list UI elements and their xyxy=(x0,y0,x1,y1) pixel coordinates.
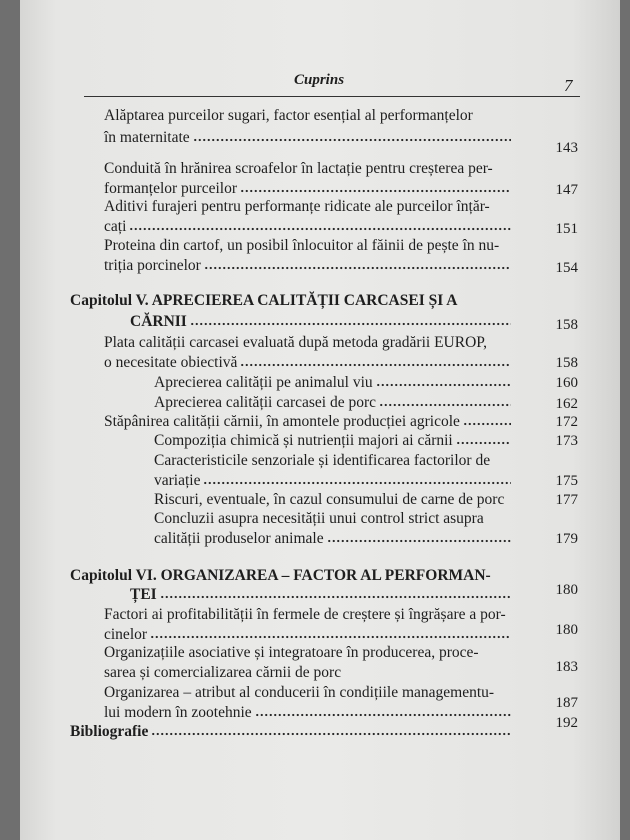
toc-entry-line-leader xyxy=(154,431,514,451)
toc-chapter-heading: ȚEI xyxy=(130,586,157,603)
toc-entry-page: 179 xyxy=(555,531,578,547)
toc-entry-page: 183 xyxy=(555,659,578,675)
toc-entry-line: sarea și comercializarea cărnii de porc xyxy=(104,664,342,681)
dot-leader xyxy=(190,321,511,327)
dot-leader xyxy=(204,265,511,271)
dot-leader xyxy=(129,226,511,232)
toc-entry-line: Riscuri, eventuale, în cazul consumului de carne de porc xyxy=(154,491,505,508)
toc-entry-page: 187 xyxy=(555,695,578,711)
toc-entry-line: Organizarea – atribut al conducerii în condițiile managementu- xyxy=(104,684,495,701)
toc-entry-line: Caracteristicile senzoriale și identificarea factorilor de xyxy=(154,452,491,469)
toc-entry-line-leader xyxy=(104,353,514,373)
toc-entry-line-leader xyxy=(154,490,514,510)
toc-entry-page: 151 xyxy=(555,221,578,237)
toc-entry-page: 180 xyxy=(555,582,578,598)
toc-entry-line: Factori ai profitabilității în fermele de creștere și îngrășare a por- xyxy=(104,606,506,623)
toc-entry-line: Plata calității carcasei evaluată după metoda gradării EUROP, xyxy=(104,334,488,351)
toc-entry-page: 158 xyxy=(555,317,578,333)
toc-entry-line: lui modern în zootehnie xyxy=(104,704,252,721)
toc-entry-line-leader xyxy=(104,128,514,148)
toc-entry-line: Aprecierea calității pe animalul viu xyxy=(154,374,373,391)
toc-entry-page: 175 xyxy=(555,473,578,489)
toc-entry-line: Stăpânirea calității cărnii, în amontele producției agricole xyxy=(104,413,460,430)
dot-leader xyxy=(463,421,511,427)
toc-entry-line: formanțelor purceilor xyxy=(104,180,237,197)
toc-entry-page: 147 xyxy=(555,182,578,198)
toc-chapter-heading: Capitolul VI. ORGANIZAREA – FACTOR AL PERFORMAN- xyxy=(70,567,491,584)
table-of-contents xyxy=(20,0,620,840)
dot-leader xyxy=(203,480,511,486)
toc-entry-line-leader xyxy=(104,625,514,645)
dot-leader xyxy=(240,362,511,368)
toc-entry-line: Organizațiile asociative și integratoare în producerea, proce- xyxy=(104,644,479,661)
toc-entry-line-leader xyxy=(154,373,514,393)
toc-entry-page: 172 xyxy=(555,414,578,430)
toc-entry-line: Aprecierea calității carcasei de porc xyxy=(154,394,377,411)
toc-entry-page: 154 xyxy=(555,260,578,276)
toc-entry-line: cinelor xyxy=(104,626,148,643)
toc-entry-line-leader xyxy=(154,529,514,549)
toc-entry-line: Concluzii asupra necesității unui control strict asupra xyxy=(154,510,484,527)
toc-entry-line: triția porcinelor xyxy=(104,257,201,274)
toc-entry-line-leader xyxy=(104,179,514,199)
toc-entry-line: Aditivi furajeri pentru performanțe ridicate ale purceilor înțăr- xyxy=(104,198,490,215)
dot-leader xyxy=(376,382,511,388)
toc-entry-page: 158 xyxy=(555,355,578,371)
dot-leader xyxy=(240,188,511,194)
book-page xyxy=(20,0,620,840)
dot-leader xyxy=(255,712,511,718)
dot-leader xyxy=(456,440,511,446)
toc-entry-line: o necesitate obiectivă xyxy=(104,354,238,371)
toc-entry-line: cați xyxy=(104,218,127,235)
toc-chapter-heading: Capitolul V. APRECIEREA CALITĂȚII CARCASEI ȘI A xyxy=(70,292,458,309)
toc-entry-line: calității produselor animale xyxy=(154,530,324,547)
toc-entry-page: 143 xyxy=(555,140,578,156)
toc-chapter-heading: Bibliografie xyxy=(70,723,149,740)
toc-entry-line: variație xyxy=(154,472,201,489)
toc-entry-line-leader xyxy=(154,471,514,491)
running-header-title: Cuprins xyxy=(294,72,345,88)
dot-leader xyxy=(327,538,511,544)
dot-leader xyxy=(160,594,511,600)
toc-entry-line: în maternitate xyxy=(104,129,190,146)
toc-entry-line-leader xyxy=(104,703,514,723)
toc-entry-page: 160 xyxy=(555,375,578,391)
running-header-page-number: 7 xyxy=(564,76,573,95)
toc-entry-line: Alăptarea purceilor sugari, factor esențial al performanțelor xyxy=(104,107,473,124)
dot-leader xyxy=(193,137,511,143)
toc-entry-line-leader xyxy=(104,412,514,432)
toc-entry-page: 177 xyxy=(555,492,578,508)
toc-entry-line-leader xyxy=(130,312,514,332)
toc-entry-line-leader xyxy=(154,393,514,413)
toc-entry-line: Proteina din cartof, un posibil înlocuitor al făinii de pește în nu- xyxy=(104,237,500,254)
dot-leader xyxy=(151,731,511,737)
toc-entry-line-leader xyxy=(130,585,514,605)
toc-entry-line-leader xyxy=(104,217,514,237)
dot-leader xyxy=(379,402,511,408)
toc-entry-page: 173 xyxy=(555,433,578,449)
toc-entry-page: 162 xyxy=(555,396,578,412)
toc-chapter-heading: CĂRNII xyxy=(130,313,187,330)
toc-entry-line-leader xyxy=(70,722,514,742)
toc-entry-line-leader xyxy=(104,663,514,683)
toc-entry-line: Compoziția chimică și nutrienții majori ai cărnii xyxy=(154,432,453,449)
toc-entry-page: 192 xyxy=(555,715,578,731)
toc-entry-line: Conduită în hrănirea scroafelor în lactație pentru creșterea per- xyxy=(104,160,493,177)
dot-leader xyxy=(150,634,511,640)
toc-entry-line-leader xyxy=(104,256,514,276)
toc-entry-page: 180 xyxy=(555,622,578,638)
